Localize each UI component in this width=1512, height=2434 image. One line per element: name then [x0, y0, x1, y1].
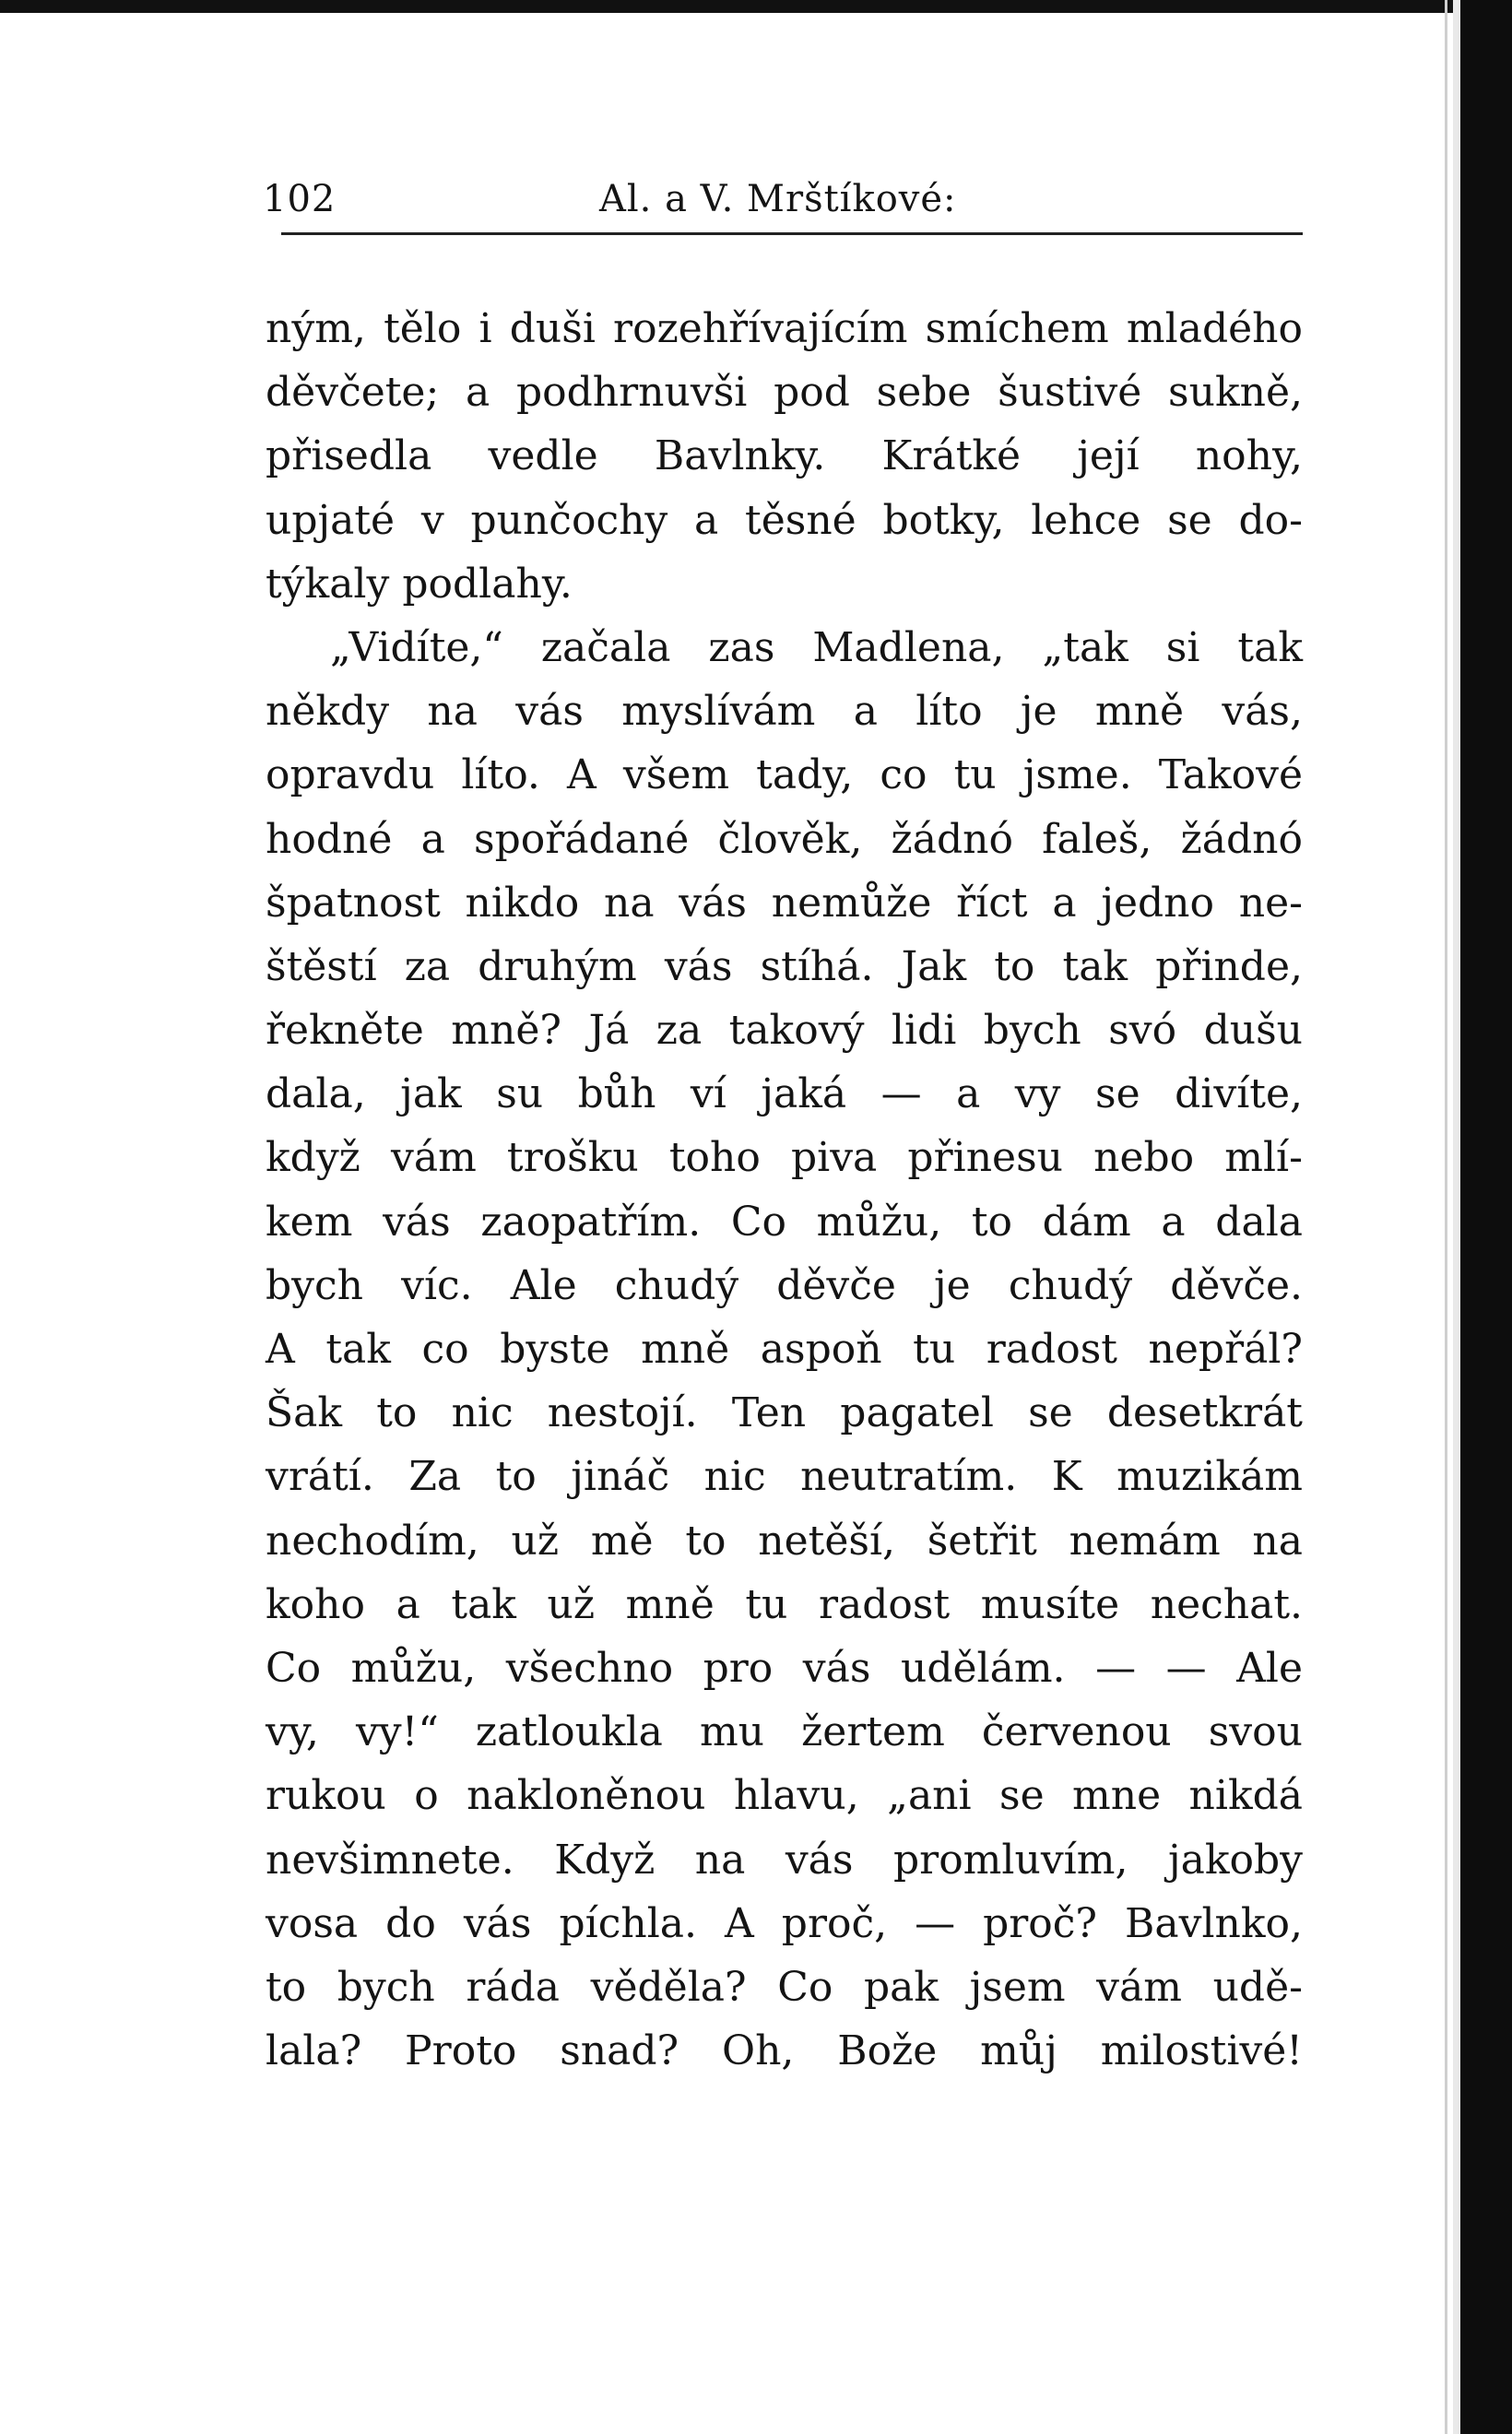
text-line: když vám trošku toho piva přinesu nebo mlí-: [266, 1134, 1303, 1182]
scan-right-light-edge: [1453, 0, 1460, 2434]
text-line: opravdu líto. A všem tady, co tu jsme. Takové: [266, 751, 1303, 799]
text-line: vosa do vás píchla. A proč, — proč? Bavlnko,: [266, 1899, 1303, 1947]
text-line: Co můžu, všechno pro vás udělám. — — Ale: [266, 1644, 1303, 1692]
text-line: přisedla vedle Bavlnky. Krátké její nohy,: [266, 432, 1303, 480]
text-line: děvčete; a podhrnuvši pod sebe šustivé sukně,: [266, 369, 1303, 417]
text-line: špatnost nikdo na vás nemůže říct a jedno ne-: [266, 879, 1303, 927]
page-header: [263, 171, 1303, 227]
text-line: A tak co byste mně aspoň tu radost nepřál?: [266, 1326, 1303, 1373]
text-line: řekněte mně? Já za takový lidi bych svó dušu: [266, 1007, 1303, 1055]
text-line: lala? Proto snad? Oh, Bože můj milostivé!: [266, 2027, 1303, 2075]
text-line: to bych ráda věděla? Co pak jsem vám udě-: [266, 1963, 1303, 2011]
body-text: [266, 297, 1303, 2083]
text-line: kem vás zaopatřím. Co můžu, to dám a dala: [266, 1198, 1303, 1246]
text-line: štěstí za druhým vás stíhá. Jak to tak přinde,: [266, 942, 1303, 990]
running-title: Al. a V. Mrštíkové:: [599, 178, 957, 220]
text-line: vy, vy!“ zatloukla mu žertem červenou svou: [266, 1708, 1303, 1756]
scan-right-dark-edge: [1460, 0, 1512, 2434]
text-line: dala, jak su bůh ví jaká — a vy se divíte,: [266, 1070, 1303, 1118]
page-number: 102: [263, 178, 337, 220]
header-rule: [281, 232, 1303, 235]
text-line: bych víc. Ale chudý děvče je chudý děvče.: [266, 1261, 1303, 1309]
text-line: týkaly podlahy.: [266, 560, 573, 608]
scan-right-line: [1445, 0, 1447, 2434]
text-line: koho a tak už mně tu radost musíte nechat.: [266, 1580, 1303, 1628]
text-line: vrátí. Za to jináč nic neutratím. K muzikám: [266, 1453, 1303, 1501]
text-line: ným, tělo i duši rozehřívajícím smíchem mladého: [266, 305, 1303, 352]
text-line: rukou o nakloněnou hlavu, „ani se mne nikdá: [266, 1772, 1303, 1820]
text-line: upjaté v punčochy a těsné botky, lehce se do-: [266, 496, 1303, 544]
text-line: Šak to nic nestojí. Ten pagatel se desetkrát: [266, 1389, 1303, 1437]
text-line: nevšimnete. Když na vás promluvím, jakoby: [266, 1836, 1303, 1884]
text-line: hodné a spořádané člověk, žádnó faleš, žádnó: [266, 815, 1303, 863]
text-line: nechodím, už mě to netěší, šetřit nemám na: [266, 1517, 1303, 1565]
text-line: „Vidíte,“ začala zas Madlena, „tak si tak: [330, 623, 1303, 671]
text-line: někdy na vás myslívám a líto je mně vás,: [266, 688, 1303, 736]
